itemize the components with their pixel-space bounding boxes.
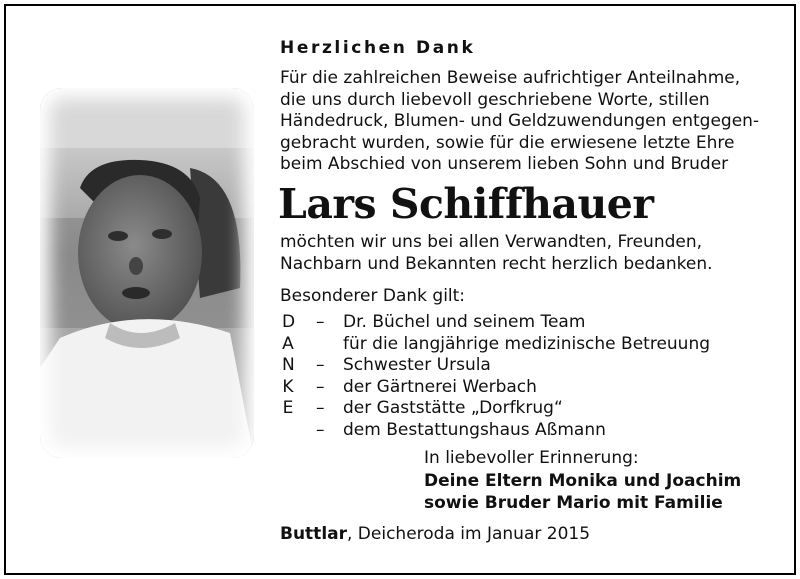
intro-line: Händedruck, Blumen- und Geldzuwendungen entgegen- [280,111,760,131]
intro-line: die uns durch liebevoll geschriebene Worte, stillen [280,89,710,110]
intro-line: beim Abschied von unserem lieben Sohn und Bruder [280,154,729,174]
list-item-text: Schwester Ursula [343,355,491,375]
intro-line: Für die zahlreichen Beweise aufrichtiger Anteilnahme, [280,68,741,88]
list-dash: – [316,419,325,440]
place-date [280,524,590,545]
notice-heading: Herzlichen Dank [280,38,476,58]
place-name: Buttlar [280,524,347,544]
list-item-text: dem Bestattungshaus Aßmann [343,419,606,440]
deceased-name: Lars Schiffhauer [278,180,654,228]
signer-line: Deine Eltern Monika und Joachim [424,471,742,491]
danke-letter: N [282,355,295,375]
list-item-text: der Gärtnerei Werbach [343,376,537,397]
thanks-line: Nachbarn und Bekannten recht herzlich bedanken. [280,253,713,274]
intro-paragraph [280,68,759,176]
special-thanks-label: Besonderer Dank gilt: [280,286,466,306]
danke-vertical [282,312,294,420]
signer-line: sowie Bruder Mario mit Familie [424,492,723,513]
place-date-text: , Deicheroda im Januar 2015 [347,524,591,544]
list-dash: – [316,355,325,375]
thanks-line: möchten wir uns bei allen Verwandten, Freunden, [280,232,703,252]
signers [424,471,741,514]
list-dash: – [316,312,325,332]
danke-letter: A [282,333,294,354]
list-item-text: Dr. Büchel und seinem Team [343,312,586,332]
list-item-text: für die langjährige medizinische Betreuung [343,333,711,354]
intro-line: gebracht wurden, sowie für die erwiesene letzte Ehre [280,132,735,153]
photo-vignette [40,88,254,458]
list-dash: – [316,398,325,418]
portrait-photo [40,88,254,458]
danke-letter: K [282,376,294,397]
danke-letter: E [282,398,294,418]
danke-letter: D [282,312,296,332]
list-dash: – [316,376,325,397]
memory-label: In liebevoller Erinnerung: [424,448,639,468]
thanks-paragraph [280,232,713,275]
list-item-text: der Gaststätte „Dorfkrug“ [343,398,563,418]
